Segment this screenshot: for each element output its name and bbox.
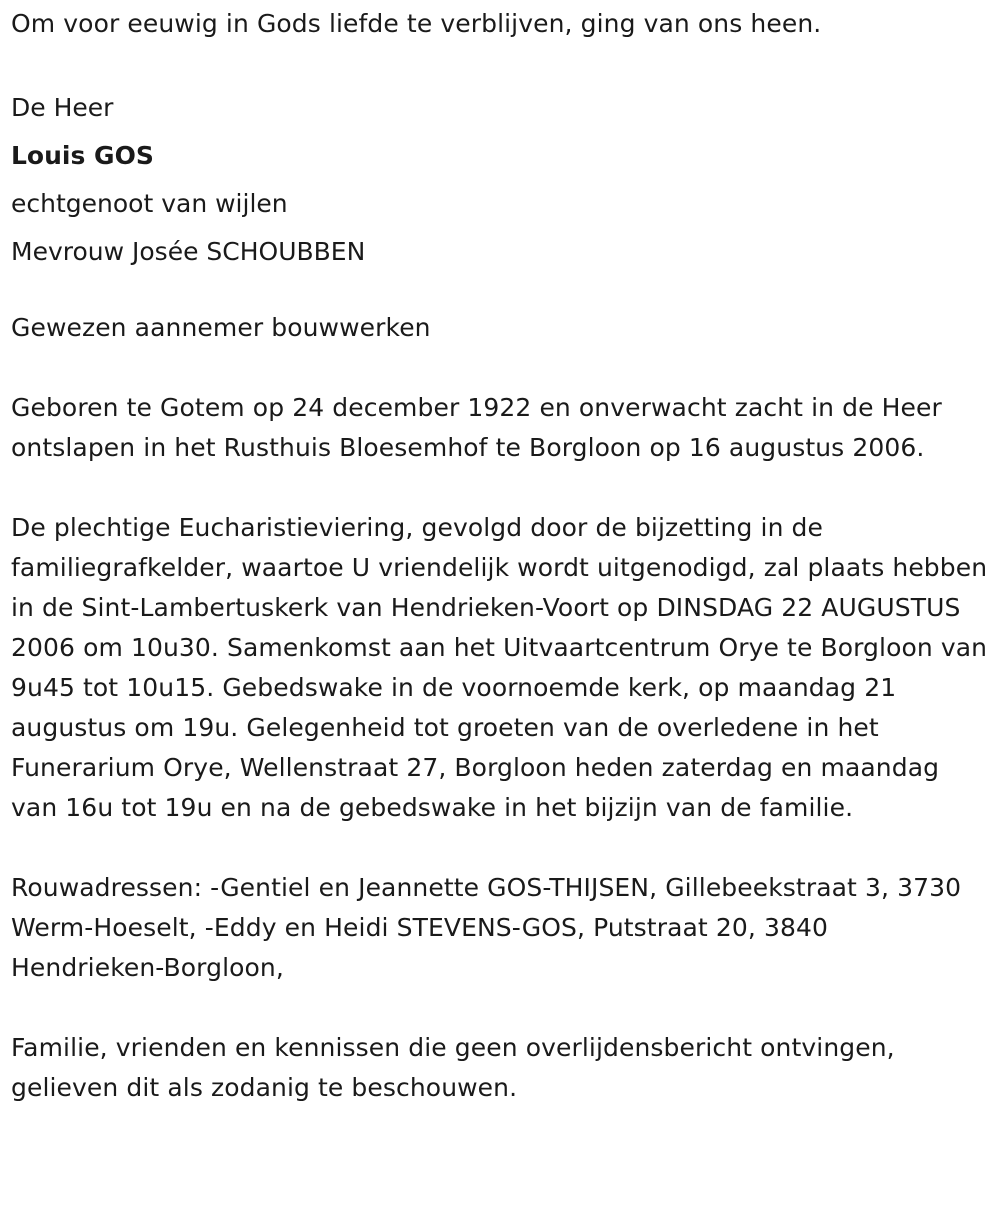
occupation-text: Gewezen aannemer bouwwerken xyxy=(11,313,431,342)
relation-text: echtgenoot van wijlen xyxy=(11,189,288,218)
deceased-block xyxy=(11,84,989,276)
deceased-name: Louis GOS xyxy=(11,141,154,170)
title-prefix: De Heer xyxy=(11,93,114,122)
intro-text: Om voor eeuwig in Gods liefde te verblijven, ging van ons heen. xyxy=(11,9,822,38)
addresses-paragraph: Rouwadressen: -Gentiel en Jeannette GOS-THIJSEN, Gillebeekstraat 3, 3730 Werm-Hoeselt, -Eddy en Heidi STEVENS-GOS, Putstraat 20, 3840 Hendrieken-Borgloon, xyxy=(11,873,962,982)
spouse-name: Mevrouw Josée SCHOUBBEN xyxy=(11,237,366,266)
ceremony-paragraph: De plechtige Eucharistieviering, gevolgd door de bijzetting in de familiegrafkelder, waartoe U vriendelijk wordt uitgenodigd, zal plaats hebben in de Sint-Lambertuskerk van Hendrieken-Voort op DINSDAG 22 AUGUSTUS 2006 om 10u30. Samenkomst aan het Uitvaartcentrum Orye te Borgloon van 9u45 tot 10u15. Gebedswake in de voornoemde kerk, op maandag 21 augustus om 19u. Gelegenheid tot groeten van de overledene in het Funerarium Orye, Wellenstraat 27, Borgloon heden zaterdag en maandag van 16u tot 19u en na de gebedswake in het bijzijn van de familie. xyxy=(11,513,988,822)
closing-paragraph: Familie, vrienden en kennissen die geen overlijdensbericht ontvingen, gelieven dit als zodanig te beschouwen. xyxy=(11,1033,895,1102)
birth-death-paragraph: Geboren te Gotem op 24 december 1922 en onverwacht zacht in de Heer ontslapen in het Rusthuis Bloesemhof te Borgloon op 16 augustus 2006. xyxy=(11,393,942,462)
